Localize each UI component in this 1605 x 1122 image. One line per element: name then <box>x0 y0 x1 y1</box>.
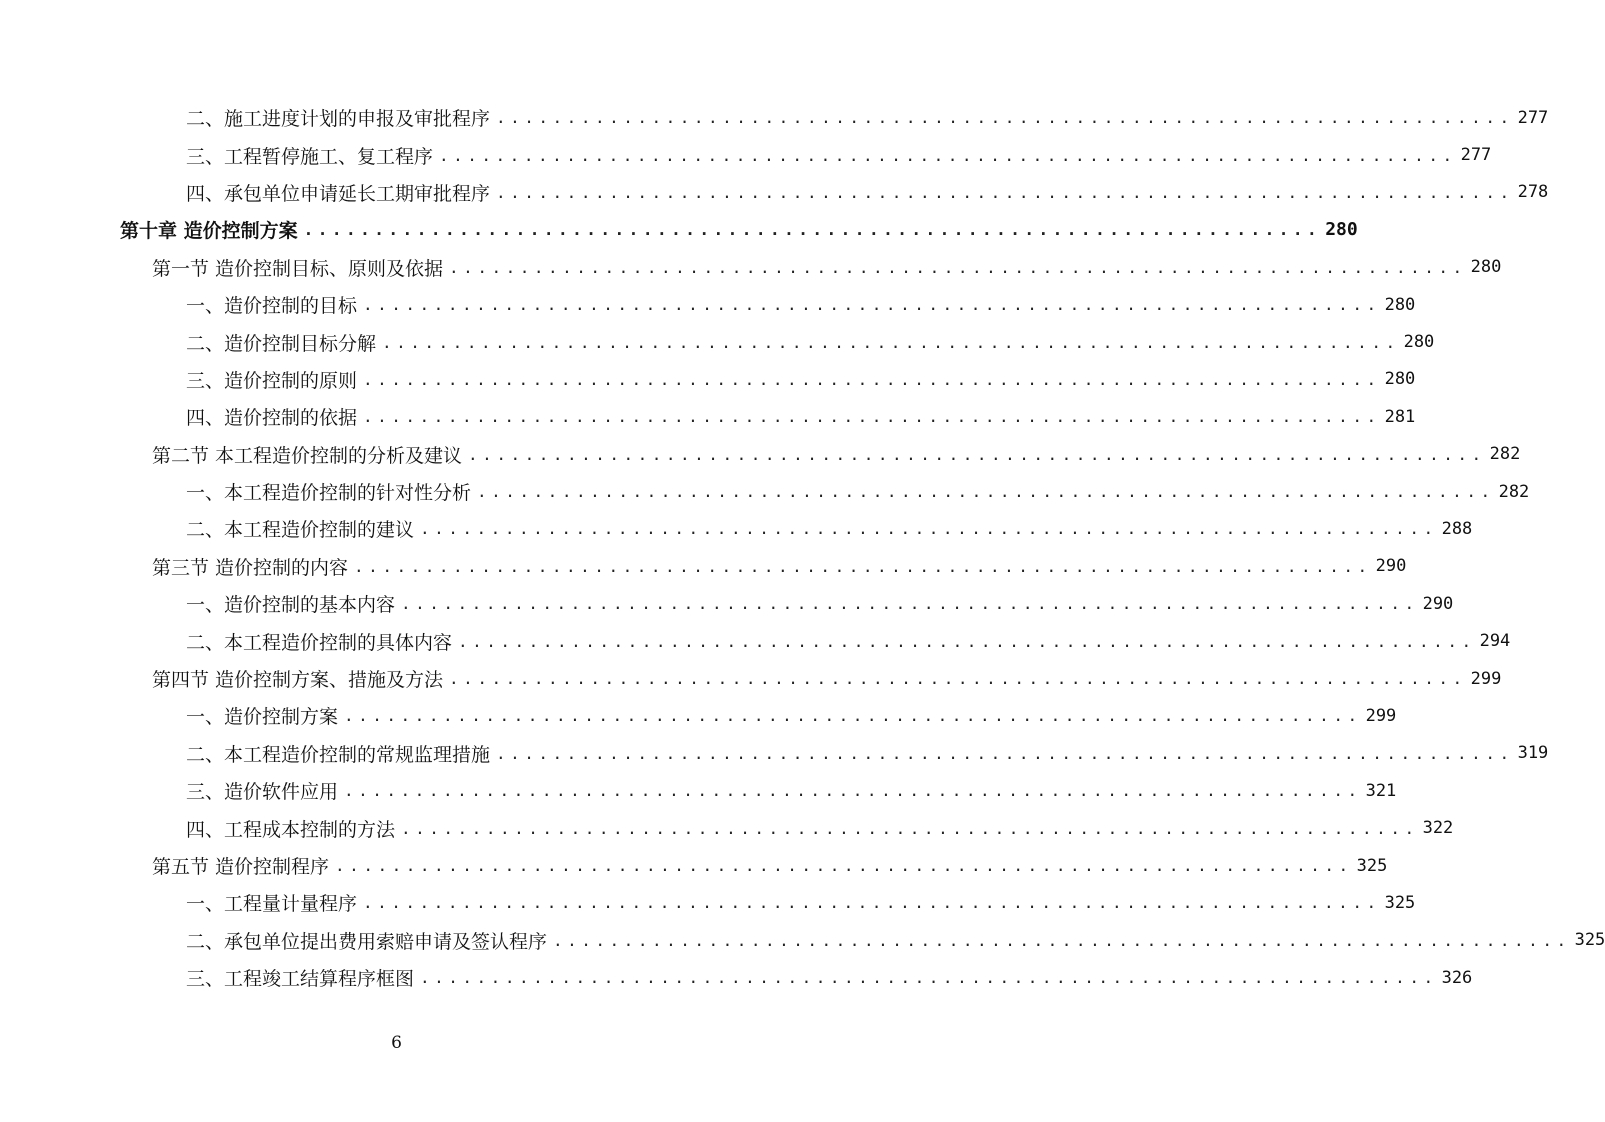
toc-entry-label: 二、本工程造价控制的具体内容 <box>186 631 453 654</box>
toc-section-entry[interactable] <box>0 548 1407 585</box>
toc-entry-label: 第二节 本工程造价控制的分析及建议 <box>152 444 463 467</box>
toc-entry-page: 299 <box>1365 705 1397 726</box>
dot-leader: ........................................................................ <box>553 930 1571 950</box>
dot-leader: ........................................................................ <box>458 631 1476 651</box>
toc-entry-page: 294 <box>1479 631 1511 652</box>
toc-entry-label: 二、本工程造价控制的常规监理措施 <box>186 743 491 766</box>
toc-entry[interactable] <box>0 323 1435 360</box>
dot-leader: ........................................................................ <box>468 444 1486 464</box>
dot-leader: ........................................................................ <box>420 968 1438 988</box>
toc-entry-page: 280 <box>1470 257 1502 278</box>
toc-entry-page: 325 <box>1574 930 1605 951</box>
toc-entry-page: 278 <box>1517 182 1549 203</box>
dot-leader: ........................................................................ <box>420 519 1438 539</box>
toc-entry[interactable] <box>0 174 1549 211</box>
toc-entry-page: 277 <box>1460 145 1492 166</box>
toc-section-entry[interactable] <box>0 249 1502 286</box>
toc-entry-page: 280 <box>1325 219 1358 241</box>
toc-entry-label: 第一节 造价控制目标、原则及依据 <box>152 257 444 280</box>
dot-leader: ........................................................................ <box>401 594 1419 614</box>
toc-entry-page: 299 <box>1470 668 1502 689</box>
dot-leader: ........................................................................ <box>496 108 1514 128</box>
toc-section-entry[interactable] <box>0 660 1502 697</box>
toc-entry[interactable] <box>0 585 1454 622</box>
toc-entry[interactable] <box>0 99 1549 136</box>
dot-leader: ........................................................................ <box>344 706 1362 726</box>
toc-entry-label: 第十章 造价控制方案 <box>120 220 298 243</box>
dot-leader: ........................................................................ <box>354 556 1372 576</box>
toc-entry-page: 325 <box>1384 892 1416 913</box>
toc-entry[interactable] <box>0 959 1473 996</box>
toc-entry-label: 二、施工进度计划的申报及审批程序 <box>186 108 491 131</box>
toc-entry[interactable] <box>0 884 1416 921</box>
toc-entry-label: 一、造价控制的目标 <box>186 295 358 318</box>
dot-leader: ........................................................................ <box>363 369 1381 389</box>
toc-entry-page: 319 <box>1517 743 1549 764</box>
toc-entry-label: 三、工程竣工结算程序框图 <box>186 968 415 991</box>
toc-entry-label: 三、造价控制的原则 <box>186 369 358 392</box>
dot-leader: ........................................................................ <box>382 332 1400 352</box>
toc-entry[interactable] <box>0 622 1511 659</box>
toc-entry-page: 290 <box>1375 556 1407 577</box>
dot-leader: ........................................................................ <box>363 407 1381 427</box>
dot-leader: ........................................................................ <box>363 295 1381 315</box>
dot-leader: ........................................................................ <box>335 856 1353 875</box>
dot-leader: ........................................................................ <box>344 781 1362 801</box>
toc-entry-page: 326 <box>1441 967 1473 988</box>
dot-leader: ........................................................................ <box>439 145 1457 165</box>
toc-entry[interactable] <box>0 136 1492 173</box>
toc-entry-page: 321 <box>1365 780 1397 801</box>
dot-leader: ........................................................................ <box>449 669 1467 689</box>
toc-entry[interactable] <box>0 286 1416 323</box>
toc-entry[interactable] <box>0 772 1397 809</box>
toc-entry[interactable] <box>0 398 1416 435</box>
dot-leader: ........................................................................ <box>496 182 1514 202</box>
toc-entry-label: 二、造价控制目标分解 <box>186 332 377 355</box>
toc-entry-page: 290 <box>1422 593 1454 614</box>
dot-leader: ........................................................................ <box>496 743 1514 763</box>
toc-entry[interactable] <box>0 697 1397 734</box>
toc-entry-label: 二、本工程造价控制的建议 <box>186 519 415 542</box>
toc-entry-label: 第四节 造价控制方案、措施及方法 <box>152 669 444 692</box>
toc-entry-label: 一、工程量计量程序 <box>186 893 358 916</box>
toc-entry-label: 四、工程成本控制的方法 <box>186 818 396 841</box>
page-number: 6 <box>391 1033 402 1053</box>
toc-entry[interactable] <box>0 809 1454 846</box>
toc-entry-page: 288 <box>1441 518 1473 539</box>
dot-leader: ........................................................................ <box>303 220 1322 240</box>
toc-entry[interactable] <box>0 361 1416 398</box>
toc-entry-label: 四、承包单位申请延长工期审批程序 <box>186 182 491 205</box>
toc-entry-label: 二、承包单位提出费用索赔申请及签认程序 <box>186 930 548 953</box>
toc-entry[interactable] <box>0 922 1605 959</box>
toc-entry-label: 三、造价软件应用 <box>186 781 339 804</box>
toc-entry-page: 322 <box>1422 818 1454 839</box>
toc-entry[interactable] <box>0 735 1549 772</box>
toc-entry[interactable] <box>0 510 1473 547</box>
toc-entry-label: 四、造价控制的依据 <box>186 407 358 430</box>
toc-section-entry[interactable] <box>0 436 1521 473</box>
toc-entry-label: 一、造价控制方案 <box>186 706 339 729</box>
toc-entry[interactable] <box>0 473 1530 510</box>
toc-entry-page: 277 <box>1517 107 1549 128</box>
toc-entry-page: 281 <box>1384 406 1416 427</box>
dot-leader: ........................................................................ <box>363 893 1381 913</box>
table-of-contents <box>0 99 1605 996</box>
toc-entry-page: 280 <box>1403 332 1435 353</box>
toc-entry-label: 一、本工程造价控制的针对性分析 <box>186 482 472 505</box>
toc-entry-label: 第五节 造价控制程序 <box>152 856 330 878</box>
toc-entry-page: 325 <box>1356 855 1388 876</box>
toc-entry-page: 282 <box>1498 481 1530 502</box>
dot-leader: ........................................................................ <box>477 482 1495 502</box>
toc-entry-label: 第三节 造价控制的内容 <box>152 556 349 579</box>
toc-entry-page: 282 <box>1489 444 1521 465</box>
toc-chapter-entry[interactable] <box>0 211 1358 248</box>
toc-section-entry[interactable] <box>0 847 1388 884</box>
toc-entry-label: 一、造价控制的基本内容 <box>186 594 396 617</box>
dot-leader: ........................................................................ <box>449 257 1467 277</box>
toc-entry-page: 280 <box>1384 294 1416 315</box>
dot-leader: ........................................................................ <box>401 818 1419 838</box>
toc-entry-label: 三、工程暂停施工、复工程序 <box>186 145 434 168</box>
toc-entry-page: 280 <box>1384 369 1416 390</box>
